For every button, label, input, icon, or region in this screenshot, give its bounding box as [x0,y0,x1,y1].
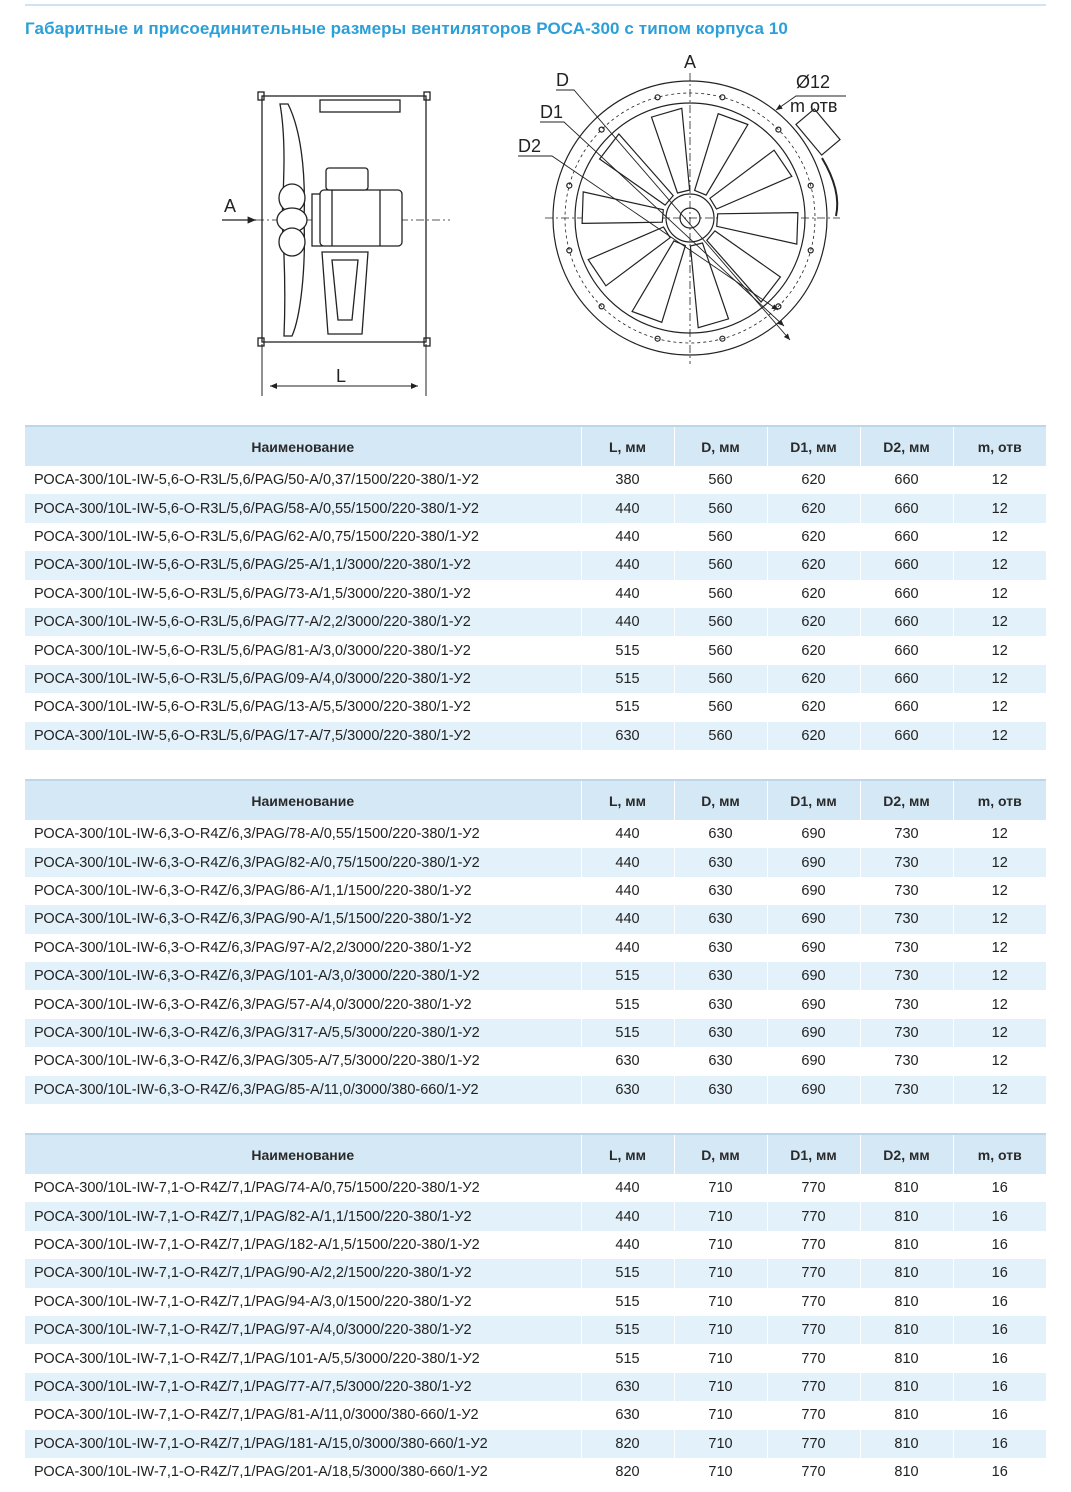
cell-d1: 770 [767,1458,860,1486]
table-header-row [25,426,1046,466]
column-header-d2: D2, мм [860,780,953,820]
table-row [25,1401,1046,1429]
cell-name: РОСА-300/10L-IW-6,3-O-R4Z/6,3/PAG/101-A/3,0/3000/220-380/1-У2 [25,962,581,990]
side-view [240,92,450,346]
cell-d2: 810 [860,1316,953,1344]
table-row [25,905,1046,933]
table-row [25,1231,1046,1259]
cell-d: 710 [674,1373,767,1401]
dimensions-table-5-6 [25,425,1046,750]
cell-d2: 810 [860,1259,953,1287]
cell-d: 710 [674,1259,767,1287]
table-body [25,820,1046,1104]
cell-d1: 690 [767,1047,860,1075]
cell-l: 820 [581,1458,674,1486]
cell-d2: 660 [860,636,953,664]
cell-d: 630 [674,962,767,990]
cell-l: 440 [581,1231,674,1259]
cell-name: РОСА-300/10L-IW-6,3-O-R4Z/6,3/PAG/317-A/5,5/3000/220-380/1-У2 [25,1019,581,1047]
cell-d2: 660 [860,608,953,636]
cell-d2: 810 [860,1430,953,1458]
cell-d1: 690 [767,905,860,933]
cell-m: 12 [953,1076,1046,1104]
column-header-l: L, мм [581,1134,674,1174]
column-header-d1: D1, мм [767,1134,860,1174]
cell-d: 560 [674,551,767,579]
cell-name: РОСА-300/10L-IW-6,3-O-R4Z/6,3/PAG/305-A/7,5/3000/220-380/1-У2 [25,1047,581,1075]
cell-m: 12 [953,905,1046,933]
table-body [25,1174,1046,1486]
cell-m: 12 [953,722,1046,750]
cell-d2: 730 [860,1076,953,1104]
cell-d: 630 [674,905,767,933]
cell-m: 12 [953,1019,1046,1047]
column-header-d: D, мм [674,426,767,466]
cell-d1: 690 [767,1019,860,1047]
cell-d2: 660 [860,722,953,750]
cell-name: РОСА-300/10L-IW-6,3-O-R4Z/6,3/PAG/82-A/0,75/1500/220-380/1-У2 [25,848,581,876]
cell-m: 12 [953,934,1046,962]
cell-m: 12 [953,962,1046,990]
cell-d1: 770 [767,1202,860,1230]
side-arrow-a [222,196,256,220]
table-row [25,693,1046,721]
cell-l: 820 [581,1430,674,1458]
fan-dimension-drawing [200,48,900,408]
top-divider [25,4,1046,6]
hole-diameter-label: Ø12 [796,72,831,92]
cell-d1: 770 [767,1231,860,1259]
dimensions-table-7-1 [25,1133,1046,1486]
cell-d1: 770 [767,1344,860,1372]
cell-l: 630 [581,722,674,750]
table-row [25,1288,1046,1316]
cell-d: 710 [674,1316,767,1344]
column-header-name: Наименование [25,780,581,820]
cell-l: 440 [581,608,674,636]
cell-d2: 730 [860,1047,953,1075]
d1-label: D1 [540,102,564,122]
cell-m: 12 [953,636,1046,664]
table-row [25,1174,1046,1202]
cell-d1: 620 [767,551,860,579]
cell-d1: 770 [767,1373,860,1401]
page-title: Габаритные и присоединительные размеры вентиляторов РОСА-300 с типом корпуса 10 [25,19,788,38]
cell-l: 515 [581,636,674,664]
cell-l: 440 [581,523,674,551]
cell-l: 440 [581,1202,674,1230]
cell-d: 710 [674,1458,767,1486]
cell-name: РОСА-300/10L-IW-7,1-O-R4Z/7,1/PAG/77-A/7,5/3000/220-380/1-У2 [25,1373,581,1401]
cell-name: РОСА-300/10L-IW-5,6-O-R3L/5,6/PAG/13-A/5,5/3000/220-380/1-У2 [25,693,581,721]
cell-m: 12 [953,551,1046,579]
cell-m: 12 [953,693,1046,721]
table-row [25,722,1046,750]
column-header-l: L, мм [581,426,674,466]
cell-d2: 660 [860,466,953,494]
cell-name: РОСА-300/10L-IW-7,1-O-R4Z/7,1/PAG/81-A/11,0/3000/380-660/1-У2 [25,1401,581,1429]
cell-m: 12 [953,466,1046,494]
cell-l: 515 [581,990,674,1018]
cell-name: РОСА-300/10L-IW-5,6-O-R3L/5,6/PAG/17-A/7,5/3000/220-380/1-У2 [25,722,581,750]
cell-d: 630 [674,877,767,905]
cell-d2: 660 [860,494,953,522]
cell-d: 560 [674,580,767,608]
cell-m: 12 [953,580,1046,608]
cell-name: РОСА-300/10L-IW-7,1-O-R4Z/7,1/PAG/181-A/15,0/3000/380-660/1-У2 [25,1430,581,1458]
cell-d: 710 [674,1401,767,1429]
front-view [545,73,840,364]
cell-m: 12 [953,877,1046,905]
cell-d2: 810 [860,1401,953,1429]
cell-m: 12 [953,990,1046,1018]
length-label: L [336,366,347,386]
cell-name: РОСА-300/10L-IW-6,3-O-R4Z/6,3/PAG/57-A/4,0/3000/220-380/1-У2 [25,990,581,1018]
cell-m: 16 [953,1430,1046,1458]
cell-m: 16 [953,1344,1046,1372]
cell-l: 515 [581,1316,674,1344]
cell-m: 12 [953,1047,1046,1075]
table-row [25,580,1046,608]
cell-d1: 620 [767,665,860,693]
cell-d1: 690 [767,820,860,848]
cell-l: 440 [581,1174,674,1202]
table-row [25,877,1046,905]
column-header-m: m, отв [953,1134,1046,1174]
cell-d2: 730 [860,905,953,933]
cell-d2: 660 [860,693,953,721]
column-header-d: D, мм [674,780,767,820]
column-header-d2: D2, мм [860,1134,953,1174]
cell-name: РОСА-300/10L-IW-7,1-O-R4Z/7,1/PAG/90-A/2,2/1500/220-380/1-У2 [25,1259,581,1287]
cell-d: 630 [674,1047,767,1075]
cell-name: РОСА-300/10L-IW-6,3-O-R4Z/6,3/PAG/97-A/2,2/3000/220-380/1-У2 [25,934,581,962]
cell-d2: 730 [860,962,953,990]
cell-name: РОСА-300/10L-IW-7,1-O-R4Z/7,1/PAG/94-A/3,0/1500/220-380/1-У2 [25,1288,581,1316]
cell-d1: 770 [767,1288,860,1316]
cell-l: 515 [581,665,674,693]
table-row [25,934,1046,962]
column-header-name: Наименование [25,1134,581,1174]
cell-m: 16 [953,1202,1046,1230]
cell-name: РОСА-300/10L-IW-7,1-O-R4Z/7,1/PAG/101-A/5,5/3000/220-380/1-У2 [25,1344,581,1372]
fan-blade [717,213,798,245]
cell-d2: 730 [860,1019,953,1047]
cell-d1: 690 [767,990,860,1018]
cell-d1: 690 [767,1076,860,1104]
cell-d1: 690 [767,962,860,990]
cell-d: 560 [674,693,767,721]
cell-name: РОСА-300/10L-IW-6,3-O-R4Z/6,3/PAG/85-A/11,0/3000/380-660/1-У2 [25,1076,581,1104]
column-header-d1: D1, мм [767,780,860,820]
cell-d: 710 [674,1202,767,1230]
cell-d: 630 [674,990,767,1018]
cell-name: РОСА-300/10L-IW-7,1-O-R4Z/7,1/PAG/74-A/0,75/1500/220-380/1-У2 [25,1174,581,1202]
cell-l: 515 [581,1344,674,1372]
cell-d2: 730 [860,848,953,876]
cell-name: РОСА-300/10L-IW-5,6-O-R3L/5,6/PAG/25-A/1,1/3000/220-380/1-У2 [25,551,581,579]
column-header-l: L, мм [581,780,674,820]
cell-d1: 620 [767,636,860,664]
table-row [25,466,1046,494]
cell-d: 710 [674,1174,767,1202]
cell-d1: 690 [767,934,860,962]
cell-d1: 620 [767,693,860,721]
column-header-name: Наименование [25,426,581,466]
table-row [25,990,1046,1018]
cell-l: 440 [581,934,674,962]
table-row [25,1259,1046,1287]
table-row [25,1202,1046,1230]
cell-name: РОСА-300/10L-IW-5,6-O-R3L/5,6/PAG/81-A/3,0/3000/220-380/1-У2 [25,636,581,664]
cell-l: 515 [581,693,674,721]
table-row [25,962,1046,990]
column-header-m: m, отв [953,780,1046,820]
cell-d2: 810 [860,1231,953,1259]
cell-m: 16 [953,1259,1046,1287]
front-view-label: A [684,52,697,72]
mounting-hole [599,127,604,132]
table-row [25,523,1046,551]
table-row [25,820,1046,848]
table-row [25,665,1046,693]
table-row [25,1430,1046,1458]
cell-name: РОСА-300/10L-IW-7,1-O-R4Z/7,1/PAG/82-A/1,1/1500/220-380/1-У2 [25,1202,581,1230]
cell-d1: 620 [767,466,860,494]
cell-m: 16 [953,1316,1046,1344]
cell-m: 12 [953,848,1046,876]
cell-d2: 810 [860,1174,953,1202]
cell-m: 16 [953,1231,1046,1259]
cell-name: РОСА-300/10L-IW-5,6-O-R3L/5,6/PAG/09-A/4,0/3000/220-380/1-У2 [25,665,581,693]
mounting-hole [720,95,725,100]
column-header-d1: D1, мм [767,426,860,466]
cell-m: 12 [953,608,1046,636]
cell-d2: 730 [860,877,953,905]
cell-l: 515 [581,962,674,990]
hole-count-label: m отв [790,96,838,116]
cell-l: 440 [581,877,674,905]
cell-name: РОСА-300/10L-IW-6,3-O-R4Z/6,3/PAG/78-A/0,55/1500/220-380/1-У2 [25,820,581,848]
table-row [25,494,1046,522]
cell-d2: 660 [860,551,953,579]
cell-l: 515 [581,1288,674,1316]
cell-d: 560 [674,636,767,664]
mounting-hole [655,95,660,100]
cell-d: 560 [674,466,767,494]
cell-l: 440 [581,848,674,876]
cell-d1: 690 [767,848,860,876]
cell-m: 12 [953,665,1046,693]
cell-m: 12 [953,494,1046,522]
cell-d: 630 [674,820,767,848]
d2-label: D2 [518,136,542,156]
cell-d2: 810 [860,1288,953,1316]
cell-d: 630 [674,934,767,962]
mounting-hole [567,183,572,188]
cell-d2: 660 [860,665,953,693]
cell-name: РОСА-300/10L-IW-6,3-O-R4Z/6,3/PAG/90-A/1,5/1500/220-380/1-У2 [25,905,581,933]
table-row [25,636,1046,664]
cell-name: РОСА-300/10L-IW-7,1-O-R4Z/7,1/PAG/97-A/4,0/3000/220-380/1-У2 [25,1316,581,1344]
cell-d: 630 [674,1076,767,1104]
cell-d: 560 [674,722,767,750]
table-row [25,1019,1046,1047]
cell-m: 16 [953,1373,1046,1401]
cell-d: 710 [674,1231,767,1259]
cell-d1: 620 [767,523,860,551]
cell-name: РОСА-300/10L-IW-5,6-O-R3L/5,6/PAG/58-A/0,55/1500/220-380/1-У2 [25,494,581,522]
cell-name: РОСА-300/10L-IW-5,6-O-R3L/5,6/PAG/62-A/0,75/1500/220-380/1-У2 [25,523,581,551]
cell-name: РОСА-300/10L-IW-7,1-O-R4Z/7,1/PAG/201-A/18,5/3000/380-660/1-У2 [25,1458,581,1486]
cell-name: РОСА-300/10L-IW-6,3-O-R4Z/6,3/PAG/86-A/1,1/1500/220-380/1-У2 [25,877,581,905]
cell-m: 16 [953,1174,1046,1202]
table-header-row [25,780,1046,820]
cell-d: 560 [674,523,767,551]
cell-d: 710 [674,1344,767,1372]
table-row [25,1344,1046,1372]
table-row [25,551,1046,579]
cell-d1: 620 [767,580,860,608]
svg-text:A: A [224,196,237,216]
dimensions-table-6-3 [25,779,1046,1104]
cell-l: 440 [581,820,674,848]
cell-d1: 770 [767,1174,860,1202]
cell-l: 440 [581,905,674,933]
cell-d2: 730 [860,990,953,1018]
cell-d1: 770 [767,1259,860,1287]
column-header-d: D, мм [674,1134,767,1174]
cell-l: 630 [581,1076,674,1104]
cell-l: 630 [581,1047,674,1075]
cell-l: 380 [581,466,674,494]
cell-d: 710 [674,1430,767,1458]
cell-name: РОСА-300/10L-IW-7,1-O-R4Z/7,1/PAG/182-A/1,5/1500/220-380/1-У2 [25,1231,581,1259]
cell-d1: 620 [767,494,860,522]
cell-name: РОСА-300/10L-IW-5,6-O-R3L/5,6/PAG/50-A/0,37/1500/220-380/1-У2 [25,466,581,494]
cell-d: 560 [674,608,767,636]
cell-m: 16 [953,1401,1046,1429]
fan-blade [582,192,663,224]
cell-d2: 810 [860,1458,953,1486]
technical-drawing [200,48,900,408]
table-row [25,1076,1046,1104]
cell-l: 515 [581,1019,674,1047]
cell-l: 440 [581,551,674,579]
cell-d2: 810 [860,1373,953,1401]
motor-mount [322,252,368,334]
cell-d2: 810 [860,1202,953,1230]
cell-d1: 770 [767,1430,860,1458]
table-row [25,848,1046,876]
column-header-d2: D2, мм [860,426,953,466]
cell-l: 630 [581,1401,674,1429]
cell-l: 630 [581,1373,674,1401]
cell-m: 16 [953,1288,1046,1316]
cell-d2: 660 [860,523,953,551]
cell-l: 515 [581,1259,674,1287]
cell-d: 710 [674,1288,767,1316]
cell-m: 12 [953,820,1046,848]
cell-d1: 620 [767,722,860,750]
cell-l: 440 [581,580,674,608]
cell-d2: 730 [860,934,953,962]
table-row [25,1047,1046,1075]
cell-l: 440 [581,494,674,522]
cell-d: 560 [674,665,767,693]
cell-d1: 690 [767,877,860,905]
cell-d2: 810 [860,1344,953,1372]
cell-name: РОСА-300/10L-IW-5,6-O-R3L/5,6/PAG/77-A/2,2/3000/220-380/1-У2 [25,608,581,636]
table-row [25,1316,1046,1344]
cell-d1: 770 [767,1316,860,1344]
mounting-hole [567,248,572,253]
cell-d2: 660 [860,580,953,608]
cell-m: 16 [953,1458,1046,1486]
d-label: D [556,70,569,90]
table-body [25,466,1046,750]
table-header-row [25,1134,1046,1174]
cell-name: РОСА-300/10L-IW-5,6-O-R3L/5,6/PAG/73-A/1,5/3000/220-380/1-У2 [25,580,581,608]
cell-d: 630 [674,848,767,876]
cell-d2: 730 [860,820,953,848]
cell-m: 12 [953,523,1046,551]
cell-d1: 770 [767,1401,860,1429]
table-row [25,1458,1046,1486]
table-row [25,608,1046,636]
column-header-m: m, отв [953,426,1046,466]
cell-d1: 620 [767,608,860,636]
table-row [25,1373,1046,1401]
cell-d: 560 [674,494,767,522]
cell-d: 630 [674,1019,767,1047]
